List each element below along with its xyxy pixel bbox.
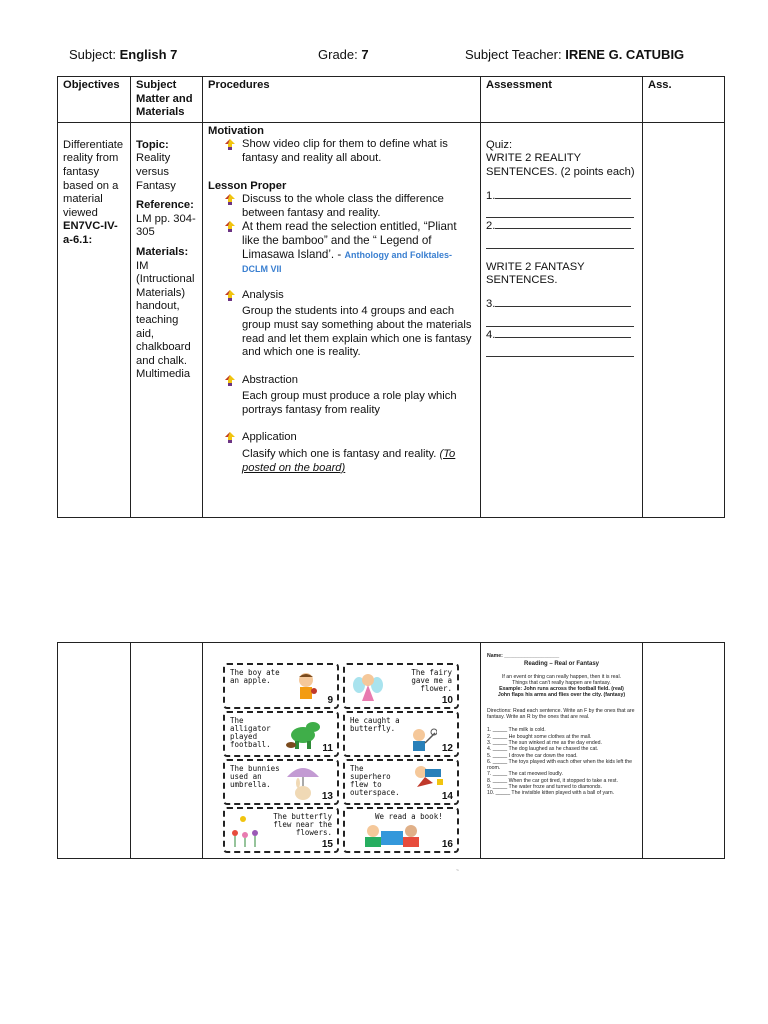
- worksheet-example-1: Example: John runs across the football field. (real): [499, 686, 624, 693]
- card-number: 16: [441, 839, 453, 850]
- answer-num-3: 3.: [486, 297, 496, 310]
- assessment-cell: [481, 122, 643, 517]
- assessment-header: Assessment: [481, 77, 643, 123]
- butterfly-net-icon: [407, 727, 437, 753]
- motivation-text: Show video clip for them to define what is fantasy and reality all about.: [242, 138, 448, 164]
- card-number: 15: [321, 839, 333, 850]
- motivation-item: [208, 138, 475, 165]
- abstraction-title: Abstraction: [242, 373, 298, 386]
- topic-label: Topic:: [136, 138, 169, 151]
- answer-num-1: 1.: [486, 189, 496, 202]
- answer-line-3: [486, 296, 637, 312]
- sentence-card: [223, 807, 339, 853]
- sentence-card: [343, 711, 459, 757]
- worksheet-name-line: Name: ___________________: [487, 653, 560, 659]
- materials-label: Materials:: [136, 245, 189, 258]
- answer-num-4: 4.: [486, 328, 496, 341]
- analysis-item: [208, 289, 475, 306]
- materials-empty-cell-5: [643, 643, 725, 859]
- objective-text: Differentiate reality from fantasy based on a material viewed: [63, 138, 124, 219]
- application-title: Application: [242, 431, 297, 444]
- grade-header: [318, 47, 369, 62]
- ass-cell: [643, 122, 725, 517]
- analysis-text: Group the students into 4 groups and each group must say something about the materials read and let them explain which one is fantasy and which one is reality.: [242, 305, 472, 359]
- subject-matter-header: Subject Matter and Materials: [131, 77, 203, 123]
- card-number: 10: [441, 695, 453, 706]
- kids-reading-icon: [359, 823, 429, 849]
- subject-label: Subject:: [69, 47, 116, 62]
- fairy-icon: [353, 671, 383, 703]
- lesson-item-1-text: Discuss to the whole class the difference between fantasy and reality.: [242, 193, 444, 219]
- sentence-cards-cell: [203, 643, 481, 859]
- grade-label: Grade:: [318, 47, 358, 62]
- lesson-proper-title: Lesson Proper: [208, 179, 287, 192]
- lesson-reference: Anthology and Folktales-DCLM VII: [242, 249, 452, 275]
- arrow-bullet-icon: [224, 432, 238, 449]
- worksheet-intro-1: If an event or thing can really happen, then it is real.: [501, 673, 622, 680]
- card-text: He caught a butterfly.: [350, 716, 400, 733]
- materials-value: IM (Intructional Materials) handout, teaching aid, chalkboard and chalk. Multimedia: [136, 259, 195, 381]
- worksheet-cell: [481, 643, 643, 859]
- arrow-bullet-icon: [224, 221, 238, 238]
- card-text: The superhero flew to outerspace.: [350, 764, 400, 797]
- lesson-item-1: [208, 193, 475, 220]
- quiz-label: Quiz:: [486, 138, 513, 151]
- worksheet-item: 9. _____ The water froze and turned to diamonds.: [487, 784, 602, 791]
- answer-line-4: [486, 327, 637, 343]
- sentence-card: [343, 663, 459, 709]
- answer-line-4b: [486, 344, 634, 357]
- abstraction-item: [208, 374, 475, 391]
- teacher-label: Subject Teacher:: [465, 47, 562, 62]
- card-text: The butterfly flew near the flowers.: [273, 812, 332, 837]
- reference-label: Reference:: [136, 199, 194, 212]
- worksheet-item: 6. _____ The toys played with each other when the kids left the room.: [487, 758, 632, 772]
- card-text: The boy ate an apple.: [230, 668, 280, 685]
- card-text: We read a book!: [375, 812, 443, 821]
- arrow-bullet-icon: [224, 139, 238, 156]
- worksheet: [481, 643, 642, 797]
- subject-value: English 7: [119, 47, 178, 62]
- answer-line-3b: [486, 314, 634, 327]
- worksheet-directions: Directions: Read each sentence. Write an F by the ones that are fantasy. Write an R by the ones that are real.: [487, 707, 635, 721]
- lesson-item-2-text: [242, 220, 475, 276]
- lesson-item-2: [208, 220, 475, 276]
- lesson-item-2-body: At them read the selection entitled, “Pliant like the bamboo” and the “ Legend of Limasawa Island’. -: [242, 220, 457, 261]
- arrow-bullet-icon: [224, 290, 238, 307]
- analysis-title: Analysis: [242, 288, 284, 301]
- objectives-cell: [58, 122, 131, 517]
- materials-empty-cell-2: [131, 643, 203, 859]
- procedures-cell: [203, 122, 481, 517]
- ass-header: Ass.: [643, 77, 725, 123]
- materials-table: [57, 642, 725, 859]
- application-note: (To posted on the board): [242, 448, 456, 474]
- sentence-card: [343, 807, 459, 853]
- worksheet-item: 5. _____ I drove the car down the road.: [487, 752, 578, 759]
- superhero-icon: [407, 763, 447, 789]
- worksheet-item: 2. _____ He bought some clothes at the mall.: [487, 733, 592, 740]
- reality-task: WRITE 2 REALITY SENTENCES. (2 points each): [486, 152, 635, 178]
- materials-empty-cell-1: [58, 643, 131, 859]
- card-text: The fairy gave me a flower.: [411, 668, 452, 693]
- answer-line-2: [486, 218, 637, 234]
- card-number: 13: [321, 791, 333, 802]
- fantasy-task: WRITE 2 FANTASY SENTENCES.: [486, 260, 585, 287]
- card-text: The bunnies used an umbrella.: [230, 764, 280, 789]
- sentence-card: [223, 711, 339, 757]
- teacher-value: IRENE G. CATUBIG: [565, 47, 685, 62]
- subject-matter-cell: [131, 122, 203, 517]
- worksheet-title: Reading – Real or Fantasy: [523, 661, 600, 668]
- grade-value: 7: [361, 47, 369, 62]
- worksheet-intro-2: Things that can't really happen are fantasy.: [512, 679, 611, 686]
- worksheet-item: 3. _____ The sun winked at me as the day ended.: [487, 739, 602, 746]
- arrow-bullet-icon: [224, 194, 238, 211]
- card-number: 11: [322, 743, 333, 754]
- motivation-title: Motivation: [208, 124, 264, 137]
- worksheet-item: 8. _____ When the car got tired, it stopped to take a rest.: [487, 777, 618, 784]
- application-text: [242, 448, 475, 475]
- procedures-header: Procedures: [203, 77, 481, 123]
- objectives-header: Objectives: [58, 77, 131, 123]
- teacher-header: [465, 47, 684, 62]
- arrow-bullet-icon: [224, 375, 238, 392]
- flowers-icon: [229, 811, 269, 849]
- boy-apple-icon: [293, 671, 319, 703]
- card-number: 12: [441, 743, 453, 754]
- application-item: [208, 431, 475, 448]
- answer-line-1: [486, 188, 637, 204]
- topic-value: Reality versus Fantasy: [136, 152, 176, 192]
- worksheet-example-2: John flaps his arms and flies over the city. (fantasy): [497, 692, 626, 699]
- worksheet-item: 7. _____ The cat meowed loudly.: [487, 771, 563, 778]
- bunny-umbrella-icon: [283, 763, 323, 801]
- lesson-plan-table: [57, 76, 725, 518]
- answer-line-1b: [486, 205, 634, 218]
- alligator-icon: [283, 719, 323, 751]
- abstraction-text: Each group must produce a role play which portrays fantasy from reality: [242, 390, 457, 416]
- worksheet-item: 1. _____ The milk is cold.: [487, 727, 546, 734]
- sentence-card: [223, 663, 339, 709]
- sentence-cards: [223, 663, 463, 858]
- sentence-card: [343, 759, 459, 805]
- card-number: 14: [441, 791, 453, 802]
- objective-code: EN7VC-IV-a-6.1:: [63, 220, 118, 246]
- subject-header: [69, 47, 177, 62]
- page-mark: ~: [456, 868, 459, 874]
- card-text: The alligator played football.: [230, 716, 271, 749]
- reference-value: LM pp. 304- 305: [136, 212, 196, 239]
- answer-num-2: 2.: [486, 220, 496, 233]
- worksheet-item: 4. _____ The dog laughed as he chased the cat.: [487, 746, 599, 753]
- card-number: 9: [327, 695, 333, 706]
- application-body: Clasify which one is fantasy and reality.: [242, 448, 437, 461]
- answer-line-2b: [486, 236, 634, 249]
- worksheet-item: 10. _____ The invisible kitten played with a ball of yarn.: [487, 790, 615, 797]
- sentence-card: [223, 759, 339, 805]
